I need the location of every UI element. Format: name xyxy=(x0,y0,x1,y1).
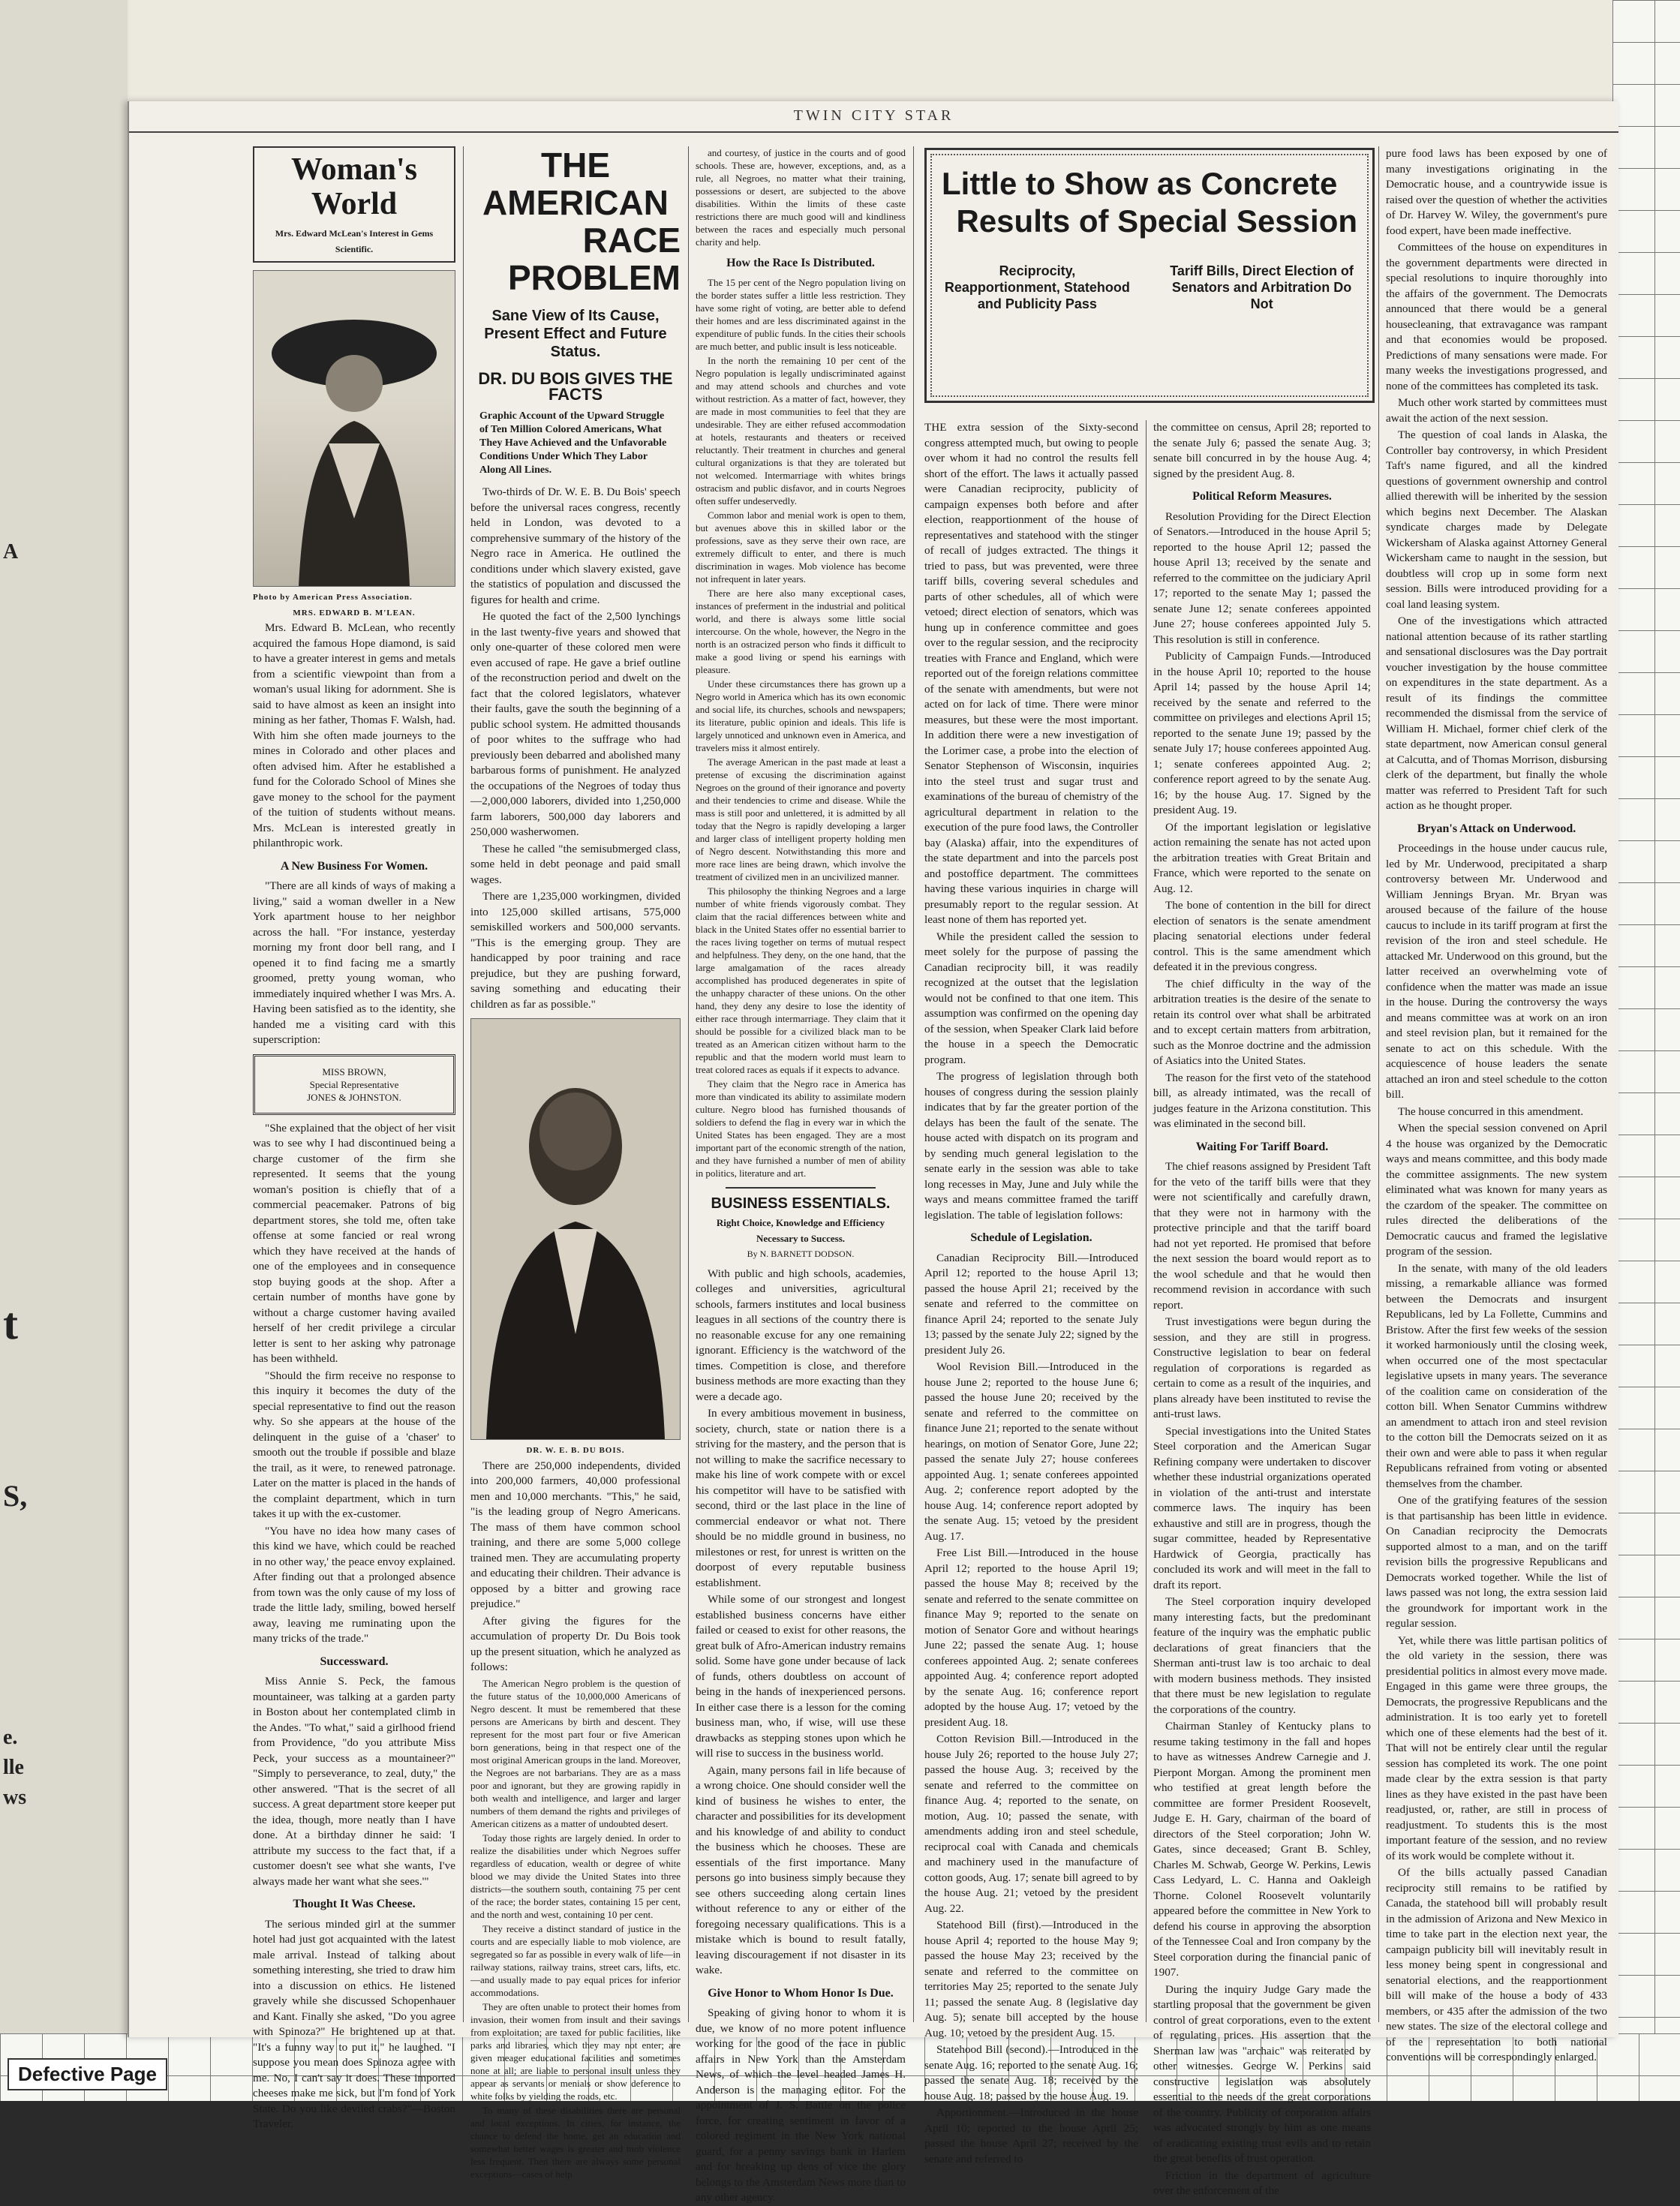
article-paragraph: Publicity of Campaign Funds.—Introduced in the house April 10; reported to the house April 14; passed by the house April 14; received by the senate and referred to the committee on privileges and elections April 15; reported to the senate June 19; passed by the senate July 17; house conferees appointed Aug. 1; senate conferees appointed Aug. 2; conference report agreed to by the senate Aug. 16; by the house Aug. 17. Signed by the president Aug. 19. xyxy=(1153,650,1371,816)
subheading: Waiting For Tariff Board. xyxy=(1195,1140,1329,1153)
article-paragraph: Common labor and menial work is open to them, but avenues above this in skilled labor or the professions, save as they serve their own race, are extremely difficult to enter, and there is much discrimination in wages. Mob violence has become not infrequent in later years. xyxy=(696,509,906,585)
deck: DR. DU BOIS GIVES THE FACTS xyxy=(478,369,673,404)
article-paragraph: They claim that the Negro race in America has more than vindicated its ability to assimilate modern culture. Negro blood has furnished thousands of soldiers to defend the flag in every war in which the United States has been engaged. They are a most important part of the economic strength of the nation, and they have furnished a number of men of ability in politics, literature and art. xyxy=(696,1077,906,1179)
article-paragraph: When the special session convened on April 4 the house was organized by the Democratic ways and means committee, and this body made the committee assignments. The new system eliminated what was known for many years as the czardom of the speaker. The committee on rules directed the deliberations of the Democratic caucus and framed the legislative program of the session. xyxy=(1386,1122,1607,1258)
banner-decks xyxy=(942,263,1357,312)
article-paragraph: This philosophy the thinking Negroes and a large number of white friends vigorously combat. They claim that the racial differences between white and black in the United States offer no essential barrier to the races living together on terms of mutual respect and helpfulness. They deny, on the one hand, that the large amalgamation of the races already accomplished has produced degenerates in spite of the unhappy character of these unions. On the other hand, they deny any desire to lose the identity of either race through intermarriage. They claim that it should be possible for a civilized black man to be treated as an American citizen without harm to the republic and that the modern world must learn to treat colored races as equals if it expects to advance. xyxy=(696,885,906,1075)
article-paragraph: Under these circumstances there has grown up a Negro world in America which has its own economic and social life, its churches, schools and newspapers; its literature, public opinion and ideals. This life is largely unnoticed and unknown even in America, and travelers miss it almost entirely. xyxy=(696,678,906,753)
headline-line: Results of Special Session xyxy=(956,203,1357,239)
article-paragraph: Resolution Providing for the Direct Election of Senators.—Introduced in the house April 5; reported to the house April 12; passed the house April 13; received by the senate and referred to the committee on the judiciary April 17; reported to the senate May 1; passed the senate June 12; senate conferees appointed June 27; house conferees appointed July 5. This resolution is still in conference. xyxy=(1153,509,1371,646)
column-rule xyxy=(688,146,689,2022)
column-rule xyxy=(1146,420,1147,2022)
margin-fragment: t xyxy=(3,1299,18,1348)
deck: Graphic Account of the Upward Struggle of Ten Million Colored Americans, What They Have Achieved and the Unfavorable Conditions Under Which They Labor Along All Lines. xyxy=(479,410,667,476)
article-paragraph: In every ambitious movement in business, society, church, state or nation there is a striving for the mastery, and the person that is not willing to make the sacrifice necessary to make his line of work compete with or excel his competitor will have to be satisfied with second, third or the last place in the line of commercial endeavor or what not. There should be no middle ground in business, no milestones or rest, for unrest is written on the doorpost of every reputable business establishment. xyxy=(696,1407,906,1589)
headline: BUSINESS ESSENTIALS. xyxy=(711,1195,891,1212)
card-line: MISS BROWN, xyxy=(322,1065,386,1077)
article-lead: THE extra session of the Sixty-second congress attempted much, but owing to people over whom it had no control the results fell short of the effort. The laws it actually passed were Canadian reciprocity, publicity of campaign expenses both before and after election, reapportionment of the house of representatives and statehood with the stinger of recall of judges extracted. The things it tried to pass, but was prevented, were three tariff bills, covering several schedules and parts of other schedules, all of which were vetoed; direct election of senators, which was hung up in conference committee and goes over to the regular session, and the reciprocity treaties with France and England, which were reported out of the foreign relations committee of the senate with amendments, but were not acted on for lack of time. There were minor measures, but these were the most important. In addition there were a new investigation of the Lorimer case, a probe into the election of Senator Stephenson of Wisconsin, inquiries into the steel trust and sugar trust and examinations of the bureau of chemistry of the agricultural department in relation to the execution of the pure food laws, the Controller bay (Alaska) affair, into the expenditures of the state department and into the parcels post and postoffice department. The committees having these various inquiries in charge will presumably report to the regular session. At least none of them has reported yet. xyxy=(924,421,1138,926)
margin-fragment: S, xyxy=(3,1479,28,1513)
subheading: Schedule of Legislation. xyxy=(970,1231,1092,1244)
margin-fragment: A xyxy=(3,540,19,564)
article-paragraph: These he called "the semisubmerged class, some held in debt peonage and paid small wages. xyxy=(470,842,681,886)
article-paragraph: Speaking of giving honor to whom it is due, we know of no more potent influence working for the good of the race in public affairs in New York than the Amsterdam News, of which the level headed James H. Anderson is the managing editor. For the appointment of J. S. Battle on the police force, for creating sentiment in favor of a colored regiment in the New York national guard, for a penny savings bank in Harlem and for breaking up dens of vice the glory belongs to the Amsterdam News more than to any other agency. xyxy=(696,2006,906,2204)
portrait-photo-mrs-mclean xyxy=(253,270,455,587)
article-paragraph: The Steel corporation inquiry developed many interesting facts, but the predominant feature of the inquiry was the emphatic public declarations of great financiers that the Sherman anti-trust law is too archaic to deal with modern business methods. They insisted that there must be new legislation to regulate the corporations of the country. xyxy=(1153,1595,1371,1716)
article-paragraph: They are often unable to protect their homes from invasion, their women from insult and their savings from exploitation; are taxed for public facilities, like parks and libraries, which they may not enter; are given meager educational facilities and sometimes none at all; are liable to personal insult unless they appear as servants or menials or show deference to white folks by yielding the roads, etc. xyxy=(470,2000,681,2102)
article-paragraph: While the president called the session to meet solely for the purpose of passing the Canadian reciprocity bill, it was readily recognized at the outset that the legislation would not be confined to that one item. This assumption was confirmed on the opening day of the session, when Speaker Clark laid before the house in a speech the Democratic program. xyxy=(924,930,1138,1066)
visiting-card xyxy=(253,1054,455,1115)
article-paragraph: The average American in the past made at least a pretense of excusing the discrimination against Negroes on the ground of their ignorance and poverty and their tendencies to crime and disease. While the mass is still poor and unlettered, it is admitted by all today that the Negro is rapidly developing a larger and larger class of intelligent property holding men of Negro descent. Notwithstanding this more and more race lines are being drawn, which involve the treatment of civilized men in an uncivilized manner. xyxy=(696,756,906,882)
article-paragraph: Of the bills actually passed Canadian reciprocity still remains to be ratified by Canada, the statehood bill will probably result in the admission of Arizona and New Mexico in time to take part in the election next year, the campaign publicity bill will inevitably result in less money being spent in congressional and senatorial elections, and the reapportionment bill will make of the house a body of 433 members, or 435 after the admission of the two new states. The size of the electoral college and of the representation to both national conventions will be correspondingly enlarged. xyxy=(1386,1866,1607,2063)
article-paragraph: "She explained that the object of her visit was to see why I had discontinued being a charge customer of the firm she represented. It seems that the young woman's position is chiefly that of a commercial peacemaker. Patrons of big department stores, she told me, often take offense at some fancied or real wrong which they have received at the hands of one of the employees and in consequence stop buying goods at the shop. After a certain number of months have gone by without a charge customer having availed herself of her credit privilege a circular letter is sent to her asking why patronage has been withheld. xyxy=(253,1121,455,1365)
article-paragraph: Again, many persons fail in life because of a wrong choice. One should consider well the kind of business he wishes to enter, the character and possibilities for its development and his knowledge of and ability to conduct the business which he chooses. These are essentials of the first importance. Many persons go into business simply because they see others succeeding along certain lines without reference to any or either of the foregoing necessary qualifications. This is a mistake which is bound to result fatally, leaving discouragement if not disaster in its wake. xyxy=(696,1763,906,1976)
article-paragraph: In the north the remaining 10 per cent of the Negro population is legally undiscriminated against and may attend schools and churches and vote without restriction. As a matter of fact, however, they are made in most communities to feel that they are undesirable. They are either refused accommodation at hotels, restaurants and theaters or received reluctantly. Their treatment in churches and general cultural organizations is that they are tolerated but not welcomed. Intermarriage with whites brings ostracism and public disfavor, and in courts Negroes often suffer undeservedly. xyxy=(696,354,906,506)
article-paragraph: To many of these disabilities there are personal and local exceptions. In cities, for instance, the chance to defend the home, get an education and somewhat better wages is greater and mob violence less frequent. Then there are always some personal exceptions—cases of help xyxy=(470,2104,681,2180)
article-paragraph: "Should the firm receive no response to this inquiry it becomes the duty of the special representative to find out the reason why. So she appears at the house of the delinquent in the guise of a 'chaser' to smooth out the trouble if possible and blaze the trail, as it were, to renewed patronage. Later on the matter is placed in the hands of the complaint department, which in turn takes it up with the ex-customer. xyxy=(253,1369,455,1520)
womans-world-header xyxy=(253,146,455,263)
margin-fragment: ws xyxy=(3,1786,27,1809)
photo-caption: MRS. EDWARD B. M'LEAN. xyxy=(293,608,416,618)
photo-caption: DR. W. E. B. DU BOIS. xyxy=(526,1446,625,1455)
article-paragraph: The 15 per cent of the Negro population living on the border states suffer a little less restriction. They have some right of voting, are better able to defend their homes and are less discriminated against in the expenditure of public funds. In the cities their schools are much better, and public insult is less noticeable. xyxy=(696,276,906,352)
article-paragraph: pure food laws has been exposed by one of many investigations originating in the Democratic house, and a countrywide issue is raised over the question of whether the activities of Dr. Harvey W. Wiley, the government's pure food expert, have been made ineffective. xyxy=(1386,147,1607,237)
headline-line: THE AMERICAN xyxy=(482,146,669,222)
article-paragraph: After giving the figures for the accumulation of property Dr. Du Bois took up the present situation, which he analyzed as follows: xyxy=(470,1614,681,1673)
scan-grid-right xyxy=(1612,0,1680,2101)
article-paragraph: Much other work started by committees must await the action of the next session. xyxy=(1386,396,1607,425)
article-paragraph: the committee on census, April 28; reported to the senate July 6; passed the senate Aug. 3; senate bill concurred in by the house Aug. 4; signed by the president Aug. 8. xyxy=(1153,421,1371,480)
article-paragraph: Committees of the house on expenditures in the government departments were directed in special resolutions to inquire thoroughly into the affairs of the government. The Democrats announced that there would be a general housecleaning, that extravagance was rampant and that economies would be proposed. Predictions of many sensations were made. For many weeks the investigations progressed, and none of the committees has completed its task. xyxy=(1386,241,1607,392)
article-paragraph: The serious minded girl at the summer hotel had just got acquainted with the latest male arrival. Instead of talking about something interesting, she tried to draw him into a discussion on ethics. He listened gravely while she discussed Schopenhauer and Kant. Finally she asked, "Do you agree with Spinoza?" He brightened up at that. "It's a funny way to put it," he laughed. "I suppose you mean does Spinoza agree with me. No, I can't say it does. These imported cheeses make me sick, but I'm fond of York State. Do you like deviled crabs?"—Boston Traveler. xyxy=(253,1917,455,2130)
article-paragraph: Mrs. Edward B. McLean, who recently acquired the famous Hope diamond, is said to have a greater interest in gems and metals from a scientific viewpoint than from a woman's usual liking for adornment. She is said to have almost as keen an insight into mining as her father, Thomas F. Walsh, had. With him she often made journeys to the mines in Colorado and other places and often advised him. After he established a fund for the Colorado School of Mines she gave money to the school for the payment of the tuition of students without means. Mrs. McLean is interested greatly in philanthropic work. xyxy=(253,621,455,849)
byline: By N. BARNETT DODSON. xyxy=(747,1249,855,1259)
masthead: TWIN CITY STAR xyxy=(793,107,954,124)
article-paragraph: "There are all kinds of ways of making a living," said a woman dweller in a New York apartment house to her neighbor across the hall. "For instance, yesterday morning my front door bell rang, and I opened it to find facing me a smartly groomed, pretty young woman, who immediately inquired whether I was Mrs. A. Having been satisfied as to the identity, she handed me a visiting card with this superscription: xyxy=(253,879,455,1046)
article-paragraph: During the inquiry Judge Gary made the startling proposal that the government be given control of great corporations, even to the extent of regulating prices. His assertion that the Sherman law was "archaic" was reiterated by other witnesses. George W. Perkins said constructive legislation was absolutely essential to the needs of the great corporations of the country. Publicity of corporation affairs was advocated strongly by him as one means of eradicating existing trust evils and to retain the great benefits of trust operation. xyxy=(1153,1982,1371,2165)
article-paragraph: Apportionment.—Introduced in the house April 10; reported to the house April 25; passed the house April 27; received by the senate and referred to xyxy=(924,2106,1138,2165)
photo-credit: Photo by American Press Association. xyxy=(253,593,413,602)
article-paragraph: The question of coal lands in Alaska, the Controller bay controversy, in which President Taft's name figured, and all the kindred questions of government ownership and control allied therewith will be inherited by the session which begins next December. The Alaskan syndicate charges made by Delegate Wickersham of Alaska against Attorney General Wickersham came to naught in the session, but doubtless will crop up in some form next session. Bills were introduced providing for a coal land leasing system. xyxy=(1386,428,1607,611)
column-rule xyxy=(463,146,464,2022)
article-paragraph: Chairman Stanley of Kentucky plans to resume taking testimony in the fall and hopes to have as witnesses Andrew Carnegie and J. Pierpont Morgan. Among the prominent men who testified at great length before the committee are former President Roosevelt, Judge E. H. Gary, chairman of the board of directors of the Steel corporation; John W. Gates, since deceased; Grant B. Schley, Charles M. Schwab, George W. Perkins, Lewis Cass Ledyard, L. C. Hanna and Oakleigh Thorne. Colonel Roosevelt voluntarily appeared before the committee in New York to defend his course in approving the absorption of the Tennessee Coal and Iron company by the Steel corporation during the financial panic of 1907. xyxy=(1153,1720,1371,1979)
deck: Right Choice, Knowledge and Efficiency Necessary to Success. xyxy=(716,1217,885,1244)
article-paragraph: In the senate, with many of the old leaders missing, a remarkable alliance was formed between the Democrats and insurgent Republicans, led by La Follette, Cummins and Bristow. After the first few weeks of the session it worked harmoniously until the closing week, when occurred one of the most spectacular legislative upsets in many years. The severance of the coalition came on consideration of the cotton bill. When Senator Cummins withdrew an amendment to attach iron and steel revision to the cotton bill the Democrats seized on it as their own and were able to pass it when regular Republicans refrained from voting or absented themselves from the chamber. xyxy=(1386,1261,1607,1490)
article-paragraph: "You have no idea how many cases of this kind we have, which could be reached in no other way,' the peace envoy explained. After finding out that a prolonged absence from town was the only cause of my loss of trade the little lady, smiling, bowed herself away, leaving me ruminating upon the many tricks of the trade." xyxy=(253,1524,455,1645)
article-paragraph: There are 1,235,000 workingmen, divided into 125,000 skilled artisans, 575,000 semiskilled workers and 500,000 servants. "This is the emerging group. They are handicapped by poor training and race prejudice, but they are pushing forward, saving something and educating their children as far as possible." xyxy=(470,890,681,1011)
section-subtitle: Mrs. Edward McLean's Interest in Gems Scientific. xyxy=(275,228,434,254)
article-paragraph: With public and high schools, academies, colleges and universities, agricultural schools, farmers institutes and local business leagues in all sections of the country there is no reasonable excuse for any one remaining ignorant. Efficiency is the watchword of the times. Competition is close, and therefore business methods are more exacting than they were a decade ago. xyxy=(696,1267,906,1403)
subheading: Bryan's Attack on Underwood. xyxy=(1417,822,1576,835)
column-womans-world xyxy=(253,146,455,2130)
card-line: Special Representative xyxy=(309,1078,399,1090)
article-paragraph: Of the important legislation or legislative action remaining the senate has not acted upon the arbitration treaties with Great Britain and France, which were reported to the senate on Aug. 12. xyxy=(1153,820,1371,895)
section-title: Woman's World xyxy=(290,152,418,221)
deck: Reciprocity, Reapportionment, Statehood and Publicity Pass xyxy=(944,263,1130,311)
article-paragraph: While some of our strongest and longest established business concerns have either failed or ceased to exist for other reasons, the great bulk of Afro-American industry remains solid. Some have gone under because of lack of funds, others doubtless on account of being in the hands of inexperienced persons. In either case there is a lesson for the coming business man, who, if wise, will use these drawbacks as stepping stones upon which he will rise to success in the business world. xyxy=(696,1593,906,1760)
article-paragraph: Wool Revision Bill.—Introduced in the house June 2; reported to the house June 6; passed the house June 20; received by the senate and referred to the committee on finance June 21; reported to the senate without hearings, on motion of Senator Gore, June 22; passed the senate July 27; house conferees appointed Aug. 1; senate conferees appointed Aug. 2; conference report adopted by the house Aug. 14; conference report adopted by the senate Aug. 15; vetoed by the president Aug. 17. xyxy=(924,1360,1138,1543)
article-paragraph: He quoted the fact of the 2,500 lynchings in the last twenty-five years and showed that only one-quarter of these colored men were even accused of rape. He gave a brief outline of the reconstruction period and dwelt on the fact that the colored legislators, whatever their faults, gave the south the beginning of a public school system. He admitted thousands of poor whites to the suffrage who had previously been debarred and abolished many barbarous forms of punishment. He analyzed the occupations of the Negroes of today thus—2,000,000 laborers, divided into 1,250,000 farm laborers, 500,000 day laborers and 250,000 washerwomen. xyxy=(470,610,681,838)
defective-page-label: Defective Page xyxy=(8,2058,167,2090)
margin-fragment: e. xyxy=(3,1726,18,1749)
subheading: Political Reform Measures. xyxy=(1192,490,1332,503)
column-race-continued xyxy=(696,146,906,2204)
article-paragraph: The reason for the first veto of the statehood bill, as already intimated, was the recall of judges feature in the Arizona constitution. This was eliminated in the second bill. xyxy=(1153,1071,1371,1130)
article-paragraph: Free List Bill.—Introduced in the house April 12; reported to the house April 19; passed the house May 8; received by the senate and referred to the senate committee on finance May 9; reported to the senate on motion of Senator Gore and without hearings June 22; passed the senate Aug. 1; house conferees appointed Aug. 2; senate conferees appointed Aug. 4; conference report adopted by the senate Aug. 16; conference report adopted by the house Aug. 17; vetoed by the president Aug. 18. xyxy=(924,1546,1138,1729)
article-paragraph: Trust investigations were begun during the session, and they are still in progress. Constructive legislation to bear on federal regulation of corporations is regarded as certain to come as a result of the inquiries, and plans already have been instituted to revise the anti-trust laws. xyxy=(1153,1315,1371,1420)
column-session-1 xyxy=(924,420,1138,2165)
subheading: Successward. xyxy=(320,1654,389,1668)
article-paragraph: Two-thirds of Dr. W. E. B. Du Bois' speech before the universal races congress, recently held in London, was devoted to a comprehensive summary of the history of the Negro race in America. He outlined the conditions under which slavery existed, gave the statistics of population and discussed the figures for health and crime. xyxy=(470,485,681,606)
article-paragraph: The chief reasons assigned by President Taft for the veto of the tariff bills were that they were not scientifically and carefully drawn, that they were not in harmony with the protective principle and that the tariff board had not yet reported. He promised that before the next session the board would report as to the wool schedule and that he would then recommend revision in accordance with such report. xyxy=(1153,1160,1371,1312)
article-paragraph: There are here also many exceptional cases, instances of preferment in the industrial and political world, and there is always some little social intercourse. On the whole, however, the Negro in the north is an ostracized person who finds it difficult to make a good living or spend his earnings with pleasure. xyxy=(696,587,906,675)
subheading: Thought It Was Cheese. xyxy=(293,1898,416,1910)
portrait-photo-du-bois xyxy=(470,1018,681,1440)
article-paragraph: Statehood Bill (second).—Introduced in the senate Aug. 16; reported to the senate Aug. 16; passed the senate Aug. 18; received by the house Aug. 18; passed by the house Aug. 19. xyxy=(924,2043,1138,2102)
article-paragraph: Statehood Bill (first).—Introduced in the house April 4; reported to the house May 9; passed the house May 23; received by the senate and referred to the committee on territories May 25; reported to the senate July 11; passed the senate Aug. 8 (legislative day Aug. 5); senate bill accepted by the house Aug. 10; vetoed by the president Aug. 15. xyxy=(924,1919,1138,2039)
article-paragraph: The American Negro problem is the question of the future status of the 10,000,000 Americans of Negro descent. It must be remembered that these persons are Americans by birth and descent. They represent for the most part four or five American born generations, being in that respect one of the most original American groups in the land. Moreover, the Negroes are not barbarians. They are as a mass poor and ignorant, but they are growing rapidly in both wealth and intelligence, and larger and larger numbers of them demand the rights and privileges of American citizens as a matter of undoubted desert. xyxy=(470,1677,681,1829)
article-paragraph: The house concurred in this amendment. xyxy=(1398,1105,1584,1118)
article-paragraph: Canadian Reciprocity Bill.—Introduced April 12; reported to the house April 13; passed the house April 21; received by the senate and referred to the committee on finance April 24; reported to the senate July 13; passed by the senate July 22; signed by the president July 26. xyxy=(924,1251,1138,1357)
column-race-problem xyxy=(470,146,681,2180)
article-paragraph: and courtesy, of justice in the courts and of good schools. These are, however, exceptions, and, as a rule, all Negroes, no matter what their training, possessions or desert, are subjected to the above disabilities. Within the limits of these caste restrictions there are much good will and kindliness between the races and especially much personal charity and help. xyxy=(696,147,906,248)
subheading: How the Race Is Distributed. xyxy=(726,257,875,269)
headline-line: Little to Show as Concrete xyxy=(942,166,1338,201)
article-paragraph: Miss Annie S. Peck, the famous mountaineer, was talking at a garden party in Boston about her contemplated climb in the Andes. "To what," said a girlhood friend from Providence, "do you attribute Miss Peck, your success as a mountaineer?" "Simply to perseverance, to zeal, duty," the other answered. "That is the secret of all success. A great department store keeper put the idea, though, more neatly than I have done. At a birthday dinner he said: 'I attribute my success to the fact that, if a customer doesn't see what she wants, I've always made her want what she sees.'" xyxy=(253,1675,455,1888)
article-paragraph: Special investigations into the United States Steel corporation and the American Sugar Refining company were undertaken to discover whether these industrial organizations operated in violation of the anti-trust and interstate commerce laws. The inquiry has been exhaustive and still are in progress, though the sugar committee, headed by Representative Hardwick of Georgia, practically has concluded its work and will meet in the fall to draft its report. xyxy=(1153,1424,1371,1591)
deck: Sane View of Its Cause, Present Effect and Future Status. xyxy=(484,308,667,360)
section-divider xyxy=(726,1187,876,1189)
article-paragraph: They receive a distinct standard of justice in the courts and are especially liable to mob violence, are segregated so far as possible in every walk of life—in railway stations, railway trains, street cars, lifts, etc.—and usually made to pay equal prices for inferior accommodations. xyxy=(470,1922,681,1998)
deck: Tariff Bills, Direct Election of Senators and Arbitration Do Not xyxy=(1170,263,1354,311)
article-paragraph: Proceedings in the house under caucus rule, led by Mr. Underwood, precipitated a sharp controversy between Mr. Underwood and William Jennings Bryan. Mr. Bryan was aroused because of the failure of the house caucus to include in its tariff program at first the revision of the iron and steel schedule. He attacked Mr. Underwood on this ground, but the latter received an overwhelming vote of confidence when the matter was made an issue in the house. During the controversy the ways and means committee was at work on an iron and steel revision plan, but it remained for the senate to act on this schedule. With the acquiescence of house leaders the senate attached an iron and steel schedule to the cotton bill. xyxy=(1386,842,1607,1101)
article-paragraph: The bone of contention in the bill for direct election of senators is the senate amendment placing senatorial elections under federal control. This is the same amendment which defeated it in the previous congress. xyxy=(1153,899,1371,973)
card-line: JONES & JOHNSTON. xyxy=(307,1091,401,1103)
column-rule xyxy=(913,146,914,2022)
article-paragraph: Friction in the department of agriculture over the enforcement of the xyxy=(1153,2168,1371,2197)
subheading: Give Honor to Whom Honor Is Due. xyxy=(708,1986,894,2000)
article-paragraph: The progress of legislation through both houses of congress during the session plainly indicates that by far the greater portion of the delays has been the fault of the senate. The house acted with dispatch on its program and by sending much general legislation to the senate early in the session was able to take long recesses in May, June and July while the ways and means committee framed the tariff legislation. The table of legislation follows: xyxy=(924,1070,1138,1222)
subheading: A New Business For Women. xyxy=(280,859,428,873)
article-paragraph: Yet, while there was little partisan politics of the old variety in the session, there was presidential politics in almost every move made. Engaged in this game were three groups, the Democrats, the progressive Republicans and the administration. It is too early yet to foretell which one of these elements had the best of it. That will not be entirely clear until the regular session has completed its work. The one point made clear by the extra session is that party lines as they have existed in the past have been readjusted, or, rather, are still in process of readjustment. To students this is the most important feature of the session, and no review of its work would be complete without it. xyxy=(1386,1633,1607,1862)
column-session-3 xyxy=(1386,146,1607,2063)
column-session-2 xyxy=(1153,420,1371,2197)
adjacent-page-fragment xyxy=(0,0,128,2101)
article-paragraph: One of the investigations which attracted national attention because of its rather startling and sensational disclosures was the Day portrait voucher investigation by the house committee on expenditures in the state department. As a result of its findings the committee recommended the dismissal from the service of William H. Michael, former chief clerk of the state department, now American consul general at Calcutta, and of Thomas Morrison, disbursing clerk of the department, but finally the whole matter was referred to President Taft for such action as he thought proper. xyxy=(1386,615,1607,812)
margin-fragment: lle xyxy=(3,1756,24,1779)
newspaper-page xyxy=(128,101,1618,2204)
article-paragraph: One of the gratifying features of the session is that partisanship has been little in evidence. On Canadian reciprocity the Democrats supported almost to a man, and on the tariff revision bills the progressive Republicans and Democrats worked together. While the list of laws passed was not long, the extra session laid the groundwork for important work in the regular session. xyxy=(1386,1494,1607,1630)
article-paragraph: There are 250,000 independents, divided into 200,000 farmers, 40,000 professional men and 10,000 merchants. "This," he said, "is the leading group of Negro Americans. The mass of them have common school training, and there are some 5,000 college trained men. They are accumulating property and educating their children. Their advance is opposed by a bitter and growing race prejudice." xyxy=(470,1459,681,1610)
article-paragraph: Today those rights are largely denied. In order to realize the disabilities under which Negroes suffer regardless of education, wealth or degree of white blood we may divide the United States into three districts—the southern south, containing 75 per cent of the race; the border states, containing 15 per cent, and the north and west, containing 10 per cent. xyxy=(470,1832,681,1920)
column-rule xyxy=(1378,146,1379,2022)
woman-portrait-illustration xyxy=(254,271,455,586)
article-paragraph: The chief difficulty in the way of the arbitration treaties is the desire of the senate to retain its control over what shall be arbitrated and to except certain matters from arbitration, such as the Monroe doctrine and the admission of Asiatics into the United States. xyxy=(1153,977,1371,1067)
article-paragraph: Cotton Revision Bill.—Introduced in the house July 26; reported to the house July 27; passed the house Aug. 3; received by the senate and referred to the committee on finance Aug. 4; reported to the senate, on motion, Aug. 10; passed the senate, with amendments adding iron and steel schedule, reciprocal coal with Canada and chemicals and machinery used in the manufacture of cotton goods, Aug. 17; senate bill agreed to by the house Aug. 21; vetoed by the president Aug. 22. xyxy=(924,1733,1138,1915)
headline-line: RACE PROBLEM xyxy=(508,221,681,297)
man-portrait-illustration xyxy=(471,1019,680,1439)
masthead-rule xyxy=(129,131,1618,133)
special-session-banner xyxy=(924,148,1375,403)
